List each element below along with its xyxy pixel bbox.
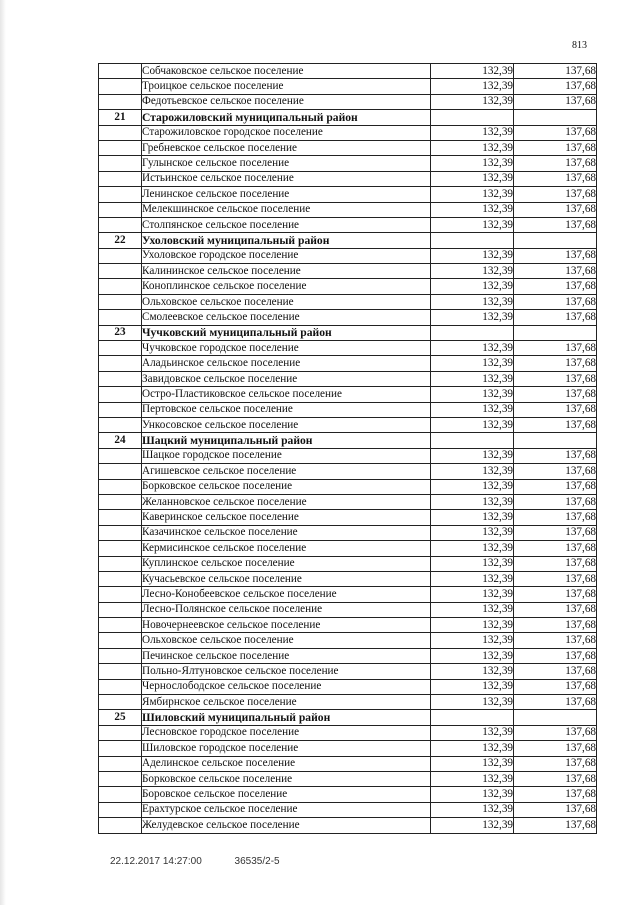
row-value-1 — [431, 433, 514, 448]
scan-edge-shadow — [0, 0, 6, 905]
row-value-1: 132,39 — [431, 648, 514, 663]
row-name: Пертовское сельское поселение — [142, 402, 431, 417]
district-row — [99, 110, 597, 125]
row-name: Смолеевское сельское поселение — [142, 310, 431, 325]
row-value-2: 137,68 — [514, 94, 597, 109]
row-number — [99, 587, 142, 602]
row-value-1: 132,39 — [431, 371, 514, 386]
row-value-2: 137,68 — [514, 79, 597, 94]
row-number — [99, 510, 142, 525]
row-value-1: 132,39 — [431, 187, 514, 202]
row-number — [99, 140, 142, 155]
row-name: Гребневское сельское поселение — [142, 140, 431, 155]
row-value-2: 137,68 — [514, 187, 597, 202]
row-name: Ункосовское сельское поселение — [142, 417, 431, 432]
row-value-1: 132,39 — [431, 356, 514, 371]
table-row — [99, 264, 597, 279]
row-name: Коноплинское сельское поселение — [142, 279, 431, 294]
table-row — [99, 356, 597, 371]
row-value-2: 137,68 — [514, 648, 597, 663]
table-row — [99, 140, 597, 155]
table-row — [99, 202, 597, 217]
row-number — [99, 156, 142, 171]
table-row — [99, 818, 597, 833]
row-number — [99, 818, 142, 833]
table-row — [99, 494, 597, 509]
row-value-2: 137,68 — [514, 387, 597, 402]
row-value-1: 132,39 — [431, 664, 514, 679]
table-row — [99, 695, 597, 710]
row-value-2: 137,68 — [514, 679, 597, 694]
row-value-2: 137,68 — [514, 771, 597, 786]
row-number — [99, 664, 142, 679]
row-value-2: 137,68 — [514, 279, 597, 294]
row-value-2: 137,68 — [514, 818, 597, 833]
row-number: 22 — [99, 233, 142, 248]
row-value-1: 132,39 — [431, 341, 514, 356]
table-row — [99, 94, 597, 109]
row-number: 25 — [99, 710, 142, 725]
row-value-2: 137,68 — [514, 494, 597, 509]
row-name: Ерахтурское сельское поселение — [142, 802, 431, 817]
row-value-1 — [431, 710, 514, 725]
row-value-2 — [514, 233, 597, 248]
row-name: Чучковский муниципальный район — [142, 325, 431, 340]
table-row — [99, 741, 597, 756]
row-value-1: 132,39 — [431, 541, 514, 556]
table-row — [99, 125, 597, 140]
row-value-2: 137,68 — [514, 756, 597, 771]
row-value-2: 137,68 — [514, 217, 597, 232]
row-number — [99, 618, 142, 633]
row-value-2: 137,68 — [514, 64, 597, 79]
row-value-2: 137,68 — [514, 171, 597, 186]
row-value-1: 132,39 — [431, 279, 514, 294]
table-row — [99, 310, 597, 325]
row-value-2: 137,68 — [514, 633, 597, 648]
row-value-2: 137,68 — [514, 248, 597, 263]
table-row — [99, 771, 597, 786]
row-value-1: 132,39 — [431, 94, 514, 109]
row-number: 24 — [99, 433, 142, 448]
row-name: Кермисинское сельское поселение — [142, 541, 431, 556]
row-name: Ухоловское городское поселение — [142, 248, 431, 263]
row-name: Истьинское сельское поселение — [142, 171, 431, 186]
table-row — [99, 648, 597, 663]
row-number — [99, 602, 142, 617]
row-name: Мелекшинское сельское поселение — [142, 202, 431, 217]
table-row — [99, 171, 597, 186]
row-number — [99, 648, 142, 663]
row-value-1: 132,39 — [431, 156, 514, 171]
row-value-1: 132,39 — [431, 494, 514, 509]
row-number — [99, 556, 142, 571]
row-value-1: 132,39 — [431, 479, 514, 494]
row-number — [99, 525, 142, 540]
row-name: Ольховское сельское поселение — [142, 633, 431, 648]
row-value-1: 132,39 — [431, 633, 514, 648]
table-row — [99, 187, 597, 202]
district-row — [99, 325, 597, 340]
row-value-2: 137,68 — [514, 787, 597, 802]
page-number: 813 — [572, 40, 587, 51]
district-row — [99, 233, 597, 248]
row-value-1: 132,39 — [431, 448, 514, 463]
row-number — [99, 571, 142, 586]
table-row — [99, 156, 597, 171]
row-value-1: 132,39 — [431, 79, 514, 94]
row-number — [99, 248, 142, 263]
table-row — [99, 387, 597, 402]
row-value-1: 132,39 — [431, 741, 514, 756]
row-number — [99, 679, 142, 694]
row-number — [99, 171, 142, 186]
table-row — [99, 802, 597, 817]
table-row — [99, 279, 597, 294]
row-value-1: 132,39 — [431, 556, 514, 571]
row-number — [99, 464, 142, 479]
row-name: Троицкое сельское поселение — [142, 79, 431, 94]
row-value-2: 137,68 — [514, 587, 597, 602]
row-number — [99, 371, 142, 386]
row-value-1: 132,39 — [431, 679, 514, 694]
row-name: Борковское сельское поселение — [142, 771, 431, 786]
table-body — [99, 64, 597, 834]
row-value-1 — [431, 233, 514, 248]
row-number — [99, 294, 142, 309]
row-number: 21 — [99, 110, 142, 125]
row-name: Чучковское городское поселение — [142, 341, 431, 356]
row-number — [99, 64, 142, 79]
row-number — [99, 279, 142, 294]
row-name: Лесно-Полянское сельское поселение — [142, 602, 431, 617]
row-value-2: 137,68 — [514, 556, 597, 571]
table-row — [99, 556, 597, 571]
row-value-2: 137,68 — [514, 417, 597, 432]
table-row — [99, 679, 597, 694]
footer-datetime: 22.12.2017 14:27:00 — [110, 856, 202, 867]
row-name: Агишевское сельское поселение — [142, 464, 431, 479]
row-value-1: 132,39 — [431, 310, 514, 325]
row-value-2 — [514, 325, 597, 340]
row-name: Печинское сельское поселение — [142, 648, 431, 663]
row-name: Аделинское сельское поселение — [142, 756, 431, 771]
row-value-1: 132,39 — [431, 618, 514, 633]
table-row — [99, 756, 597, 771]
row-name: Ленинское сельское поселение — [142, 187, 431, 202]
row-value-1: 132,39 — [431, 695, 514, 710]
row-name: Шацкое городское поселение — [142, 448, 431, 463]
row-number — [99, 202, 142, 217]
table-row — [99, 587, 597, 602]
table-row — [99, 79, 597, 94]
row-number — [99, 479, 142, 494]
row-number — [99, 341, 142, 356]
row-value-2: 137,68 — [514, 448, 597, 463]
table-row — [99, 402, 597, 417]
row-value-1: 132,39 — [431, 602, 514, 617]
row-number — [99, 725, 142, 740]
row-value-2: 137,68 — [514, 341, 597, 356]
footer-stamp — [110, 856, 280, 867]
row-value-1: 132,39 — [431, 264, 514, 279]
row-value-1: 132,39 — [431, 818, 514, 833]
table-row — [99, 341, 597, 356]
row-value-2: 137,68 — [514, 525, 597, 540]
row-value-2: 137,68 — [514, 156, 597, 171]
row-name: Гулынское сельское поселение — [142, 156, 431, 171]
row-value-2: 137,68 — [514, 664, 597, 679]
row-value-2: 137,68 — [514, 125, 597, 140]
row-value-1: 132,39 — [431, 510, 514, 525]
row-value-1: 132,39 — [431, 387, 514, 402]
row-value-2: 137,68 — [514, 464, 597, 479]
row-value-1: 132,39 — [431, 402, 514, 417]
row-value-2: 137,68 — [514, 202, 597, 217]
table-row — [99, 525, 597, 540]
row-number — [99, 125, 142, 140]
table-row — [99, 479, 597, 494]
table-row — [99, 448, 597, 463]
row-value-2: 137,68 — [514, 802, 597, 817]
table-row — [99, 294, 597, 309]
row-name: Лесно-Конобеевское сельское поселение — [142, 587, 431, 602]
row-number — [99, 217, 142, 232]
row-value-2: 137,68 — [514, 310, 597, 325]
row-name: Шиловское городское поселение — [142, 741, 431, 756]
row-name: Куплинское сельское поселение — [142, 556, 431, 571]
table-row — [99, 571, 597, 586]
row-value-2: 137,68 — [514, 140, 597, 155]
row-name: Каверинское сельское поселение — [142, 510, 431, 525]
table-row — [99, 64, 597, 79]
row-name: Остро-Пластиковское сельское поселение — [142, 387, 431, 402]
row-number — [99, 402, 142, 417]
table-row — [99, 371, 597, 386]
row-name: Чернослободское сельское поселение — [142, 679, 431, 694]
table-row — [99, 602, 597, 617]
row-name: Боровское сельское поселение — [142, 787, 431, 802]
district-row — [99, 710, 597, 725]
row-number — [99, 448, 142, 463]
row-number — [99, 771, 142, 786]
row-value-1: 132,39 — [431, 787, 514, 802]
row-value-1: 132,39 — [431, 171, 514, 186]
row-value-1: 132,39 — [431, 587, 514, 602]
table-row — [99, 618, 597, 633]
row-value-1: 132,39 — [431, 202, 514, 217]
table-row — [99, 417, 597, 432]
row-value-2: 137,68 — [514, 725, 597, 740]
row-name: Казачинское сельское поселение — [142, 525, 431, 540]
row-name: Ольховское сельское поселение — [142, 294, 431, 309]
row-value-1: 132,39 — [431, 248, 514, 263]
row-value-1: 132,39 — [431, 64, 514, 79]
row-number — [99, 187, 142, 202]
row-name: Завидовское сельское поселение — [142, 371, 431, 386]
row-number — [99, 756, 142, 771]
row-name: Шацкий муниципальный район — [142, 433, 431, 448]
row-value-1: 132,39 — [431, 725, 514, 740]
row-number — [99, 787, 142, 802]
row-name: Ямбирнское сельское поселение — [142, 695, 431, 710]
row-value-1: 132,39 — [431, 464, 514, 479]
row-value-1: 132,39 — [431, 802, 514, 817]
row-value-1: 132,39 — [431, 140, 514, 155]
row-name: Старожиловский муниципальный район — [142, 110, 431, 125]
table-row — [99, 510, 597, 525]
row-value-2: 137,68 — [514, 741, 597, 756]
row-value-2: 137,68 — [514, 618, 597, 633]
table-row — [99, 633, 597, 648]
row-number — [99, 417, 142, 432]
table-row — [99, 664, 597, 679]
row-value-2: 137,68 — [514, 510, 597, 525]
row-number — [99, 494, 142, 509]
row-number — [99, 633, 142, 648]
row-value-2: 137,68 — [514, 571, 597, 586]
row-name: Калининское сельское поселение — [142, 264, 431, 279]
row-number — [99, 741, 142, 756]
row-value-1: 132,39 — [431, 417, 514, 432]
row-number — [99, 356, 142, 371]
row-value-1: 132,39 — [431, 125, 514, 140]
row-value-1: 132,39 — [431, 525, 514, 540]
row-number — [99, 387, 142, 402]
row-value-2: 137,68 — [514, 541, 597, 556]
row-value-2: 137,68 — [514, 695, 597, 710]
row-name: Лесновское городское поселение — [142, 725, 431, 740]
row-value-2 — [514, 110, 597, 125]
row-name: Старожиловское городское поселение — [142, 125, 431, 140]
row-value-1 — [431, 110, 514, 125]
row-number — [99, 802, 142, 817]
row-value-1: 132,39 — [431, 756, 514, 771]
row-name: Желанновское сельское поселение — [142, 494, 431, 509]
row-value-2: 137,68 — [514, 371, 597, 386]
footer-doc-code: 36535/2-5 — [234, 856, 280, 867]
row-name: Столпянское сельское поселение — [142, 217, 431, 232]
table-row — [99, 725, 597, 740]
row-name: Новочернеевское сельское поселение — [142, 618, 431, 633]
row-value-2 — [514, 433, 597, 448]
row-number — [99, 94, 142, 109]
row-value-2: 137,68 — [514, 479, 597, 494]
row-name: Федотьевское сельское поселение — [142, 94, 431, 109]
district-row — [99, 433, 597, 448]
row-value-1: 132,39 — [431, 217, 514, 232]
row-number — [99, 310, 142, 325]
row-number — [99, 541, 142, 556]
row-value-1 — [431, 325, 514, 340]
row-value-2: 137,68 — [514, 264, 597, 279]
row-number — [99, 264, 142, 279]
row-name: Желудевское сельское поселение — [142, 818, 431, 833]
table-row — [99, 217, 597, 232]
row-name: Кучасьевское сельское поселение — [142, 571, 431, 586]
tariff-table — [98, 63, 597, 834]
row-value-2 — [514, 710, 597, 725]
row-name: Ухоловский муниципальный район — [142, 233, 431, 248]
row-value-2: 137,68 — [514, 602, 597, 617]
row-value-1: 132,39 — [431, 571, 514, 586]
row-value-2: 137,68 — [514, 402, 597, 417]
row-name: Борковское сельское поселение — [142, 479, 431, 494]
table-row — [99, 787, 597, 802]
row-name: Аладьинское сельское поселение — [142, 356, 431, 371]
table-row — [99, 541, 597, 556]
row-number — [99, 695, 142, 710]
row-value-1: 132,39 — [431, 294, 514, 309]
row-value-1: 132,39 — [431, 771, 514, 786]
table-row — [99, 464, 597, 479]
row-value-2: 137,68 — [514, 356, 597, 371]
row-name: Польно-Ялтуновское сельское поселение — [142, 664, 431, 679]
row-name: Собчаковское сельское поселение — [142, 64, 431, 79]
table-row — [99, 248, 597, 263]
row-number — [99, 79, 142, 94]
row-value-2: 137,68 — [514, 294, 597, 309]
row-name: Шиловский муниципальный район — [142, 710, 431, 725]
row-number: 23 — [99, 325, 142, 340]
